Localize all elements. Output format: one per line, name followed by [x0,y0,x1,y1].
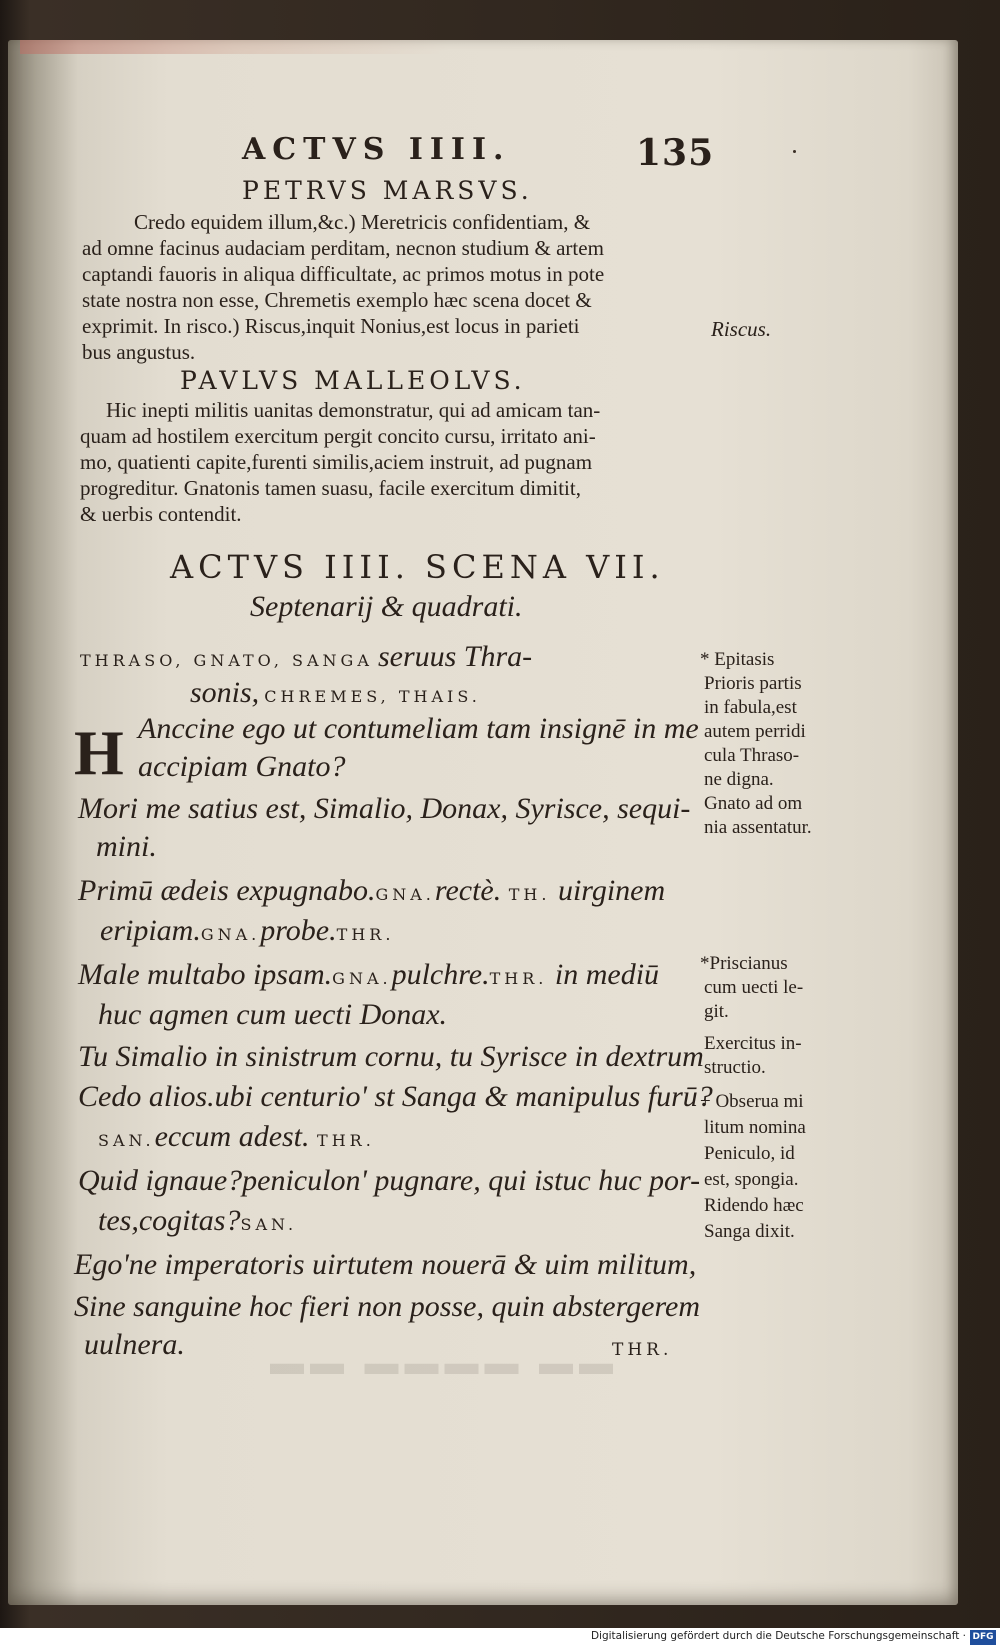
speaker-names: CHREMES, THAIS. [264,687,481,706]
speakers-line-2 [190,676,481,710]
verse-line [100,914,394,948]
catchword: THR. [612,1340,673,1360]
verse-line: huc agmen cum uecti Donax. [98,998,448,1031]
verse-line: Cedo alios.ubi centurio' st Sanga & manipulus furū? [78,1080,713,1113]
verse-text: eripiam. [100,914,201,947]
verse-text: eccum adest. [154,1120,310,1153]
commentary-line: progreditur. Gnatonis tamen suasu, facile exercitum dimitit, [80,476,581,500]
margin-note: cula Thraso- [704,745,800,766]
dfg-logo[interactable]: DFG [970,1630,996,1645]
verse-line: Tu Simalio in sinistrum cornu, tu Syrisce in dextrum [78,1040,704,1073]
verse-text: Male multabo ipsam. [78,958,333,991]
margin-note: Ridendo hæc [704,1195,804,1216]
footer-bar [0,1628,1000,1648]
commentary-line: quam ad hostilem exercitum pergit concito cursu, irritato ani- [80,424,596,448]
speaker-note: seruus Thra- [377,640,533,673]
verse-text: probe. [260,914,337,947]
verse-text: rectè. [434,874,502,907]
verse-line: Anccine ego ut contumeliam tam insignē in me [138,712,699,745]
margin-note: litum nomina [704,1117,806,1138]
speaker-tag: SAN. [98,1131,155,1150]
margin-note: Prioris partis [704,673,802,694]
commentary-line: exprimit. In risco.) Riscus,inquit Nonius,est locus in parieti [82,314,580,338]
margin-note: nia assentatur. [704,817,812,838]
commentary-line: Hic inepti militis uanitas demonstratur, qui ad amicam tan- [106,398,601,422]
margin-note: *Priscianus [700,953,788,974]
margin-note: Exercitus in- [704,1033,802,1054]
commentator-heading-marsus: PETRVS MARSVS. [242,176,533,205]
speaker-tag: THR. [489,969,548,988]
speaker-note: sonis, [190,676,260,709]
margin-note: in fabula,est [704,697,797,718]
speaker-tag: GNA. [332,969,392,988]
margin-note: cum uecti le- [704,977,804,998]
verse-line: mini. [96,830,157,863]
verse-line [78,958,659,992]
margin-note: structio. [704,1057,766,1078]
margin-note: Peniculo, id [704,1143,795,1164]
drop-cap: H [74,717,124,788]
margin-note-riscus: Riscus. [711,317,772,341]
commentary-line: mo, quatienti capite,furenti similis,aciem instruit, ad pugnam [80,450,593,474]
verse-line: uulnera. [84,1328,185,1361]
speakers-line-1 [80,640,532,674]
page-edge-stain [20,40,450,54]
margin-note: Sanga dixit. [704,1221,795,1242]
speaker-tag: TH. [508,885,551,904]
commentator-heading-malleolus: PAVLVS MALLEOLVS. [180,366,526,395]
verse-line: Ego'ne imperatoris uirtutem nouerā & uim militum, [74,1248,697,1281]
meter-note: Septenarij & quadrati. [250,590,523,623]
verse-line: Sine sanguine hoc fieri non posse, quin abstergerem [74,1290,701,1323]
funding-notice: Digitalisierung gefördert durch die Deutsche Forschungsgemeinschaft · [590,1630,966,1642]
margin-note: Gnato ad om [704,793,803,814]
running-head: ACTVS IIII. [242,132,511,167]
speaker-tag: SAN. [240,1215,298,1234]
commentary-line: bus angustus. [82,340,196,364]
verse-line: Mori me satius est, Simalio, Donax, Syrisce, sequi- [78,792,691,825]
verse-text: pulchre. [391,958,490,991]
ink-speck [793,150,796,153]
commentary-line: ad omne facinus audaciam perditam, necnon studium & artem [82,236,604,260]
page-number: 135 [636,132,715,174]
verse-line: accipiam Gnato? [138,750,346,783]
margin-note: ne digna. [704,769,774,790]
verse-text: Primū ædeis expugnabo. [78,874,376,907]
verse-line [98,1120,375,1154]
speaker-tag: THR. [317,1131,375,1150]
margin-note: autem perridi [704,721,806,742]
speaker-tag: THR. [336,925,395,944]
verse-text: tes,cogitas? [98,1204,241,1237]
commentary-line: captandi fauoris in aliqua difficultate, ac primos motus in pote [82,262,605,286]
margin-note: + Obserua mi [700,1091,804,1112]
verse-text: in mediū [554,958,660,991]
verse-line: Quid ignaue?peniculon' pugnare, qui istuc huc por- [78,1164,701,1197]
commentary-line: & uerbis contendit. [80,502,242,526]
scene-heading: ACTVS IIII. SCENA VII. [170,548,665,586]
margin-note: git. [704,1001,729,1022]
speaker-names: THRASO, GNATO, SANGA [80,651,373,670]
margin-note: * Epitasis [700,649,775,670]
verse-line [78,874,665,908]
verse-text: uirginem [557,874,666,907]
verse-line [98,1204,297,1238]
show-through-text: ▬▬ ▬▬▬▬ ▬▬ [270,1345,619,1382]
speaker-tag: GNA. [200,925,261,944]
speaker-tag: GNA. [375,885,435,904]
commentary-line: Credo equidem illum,&c.) Meretricis confidentiam, & [134,210,591,234]
commentary-line: state nostra non esse, Chremetis exemplo hæc scena docet & [82,288,592,312]
margin-note: est, spongia. [704,1169,799,1190]
